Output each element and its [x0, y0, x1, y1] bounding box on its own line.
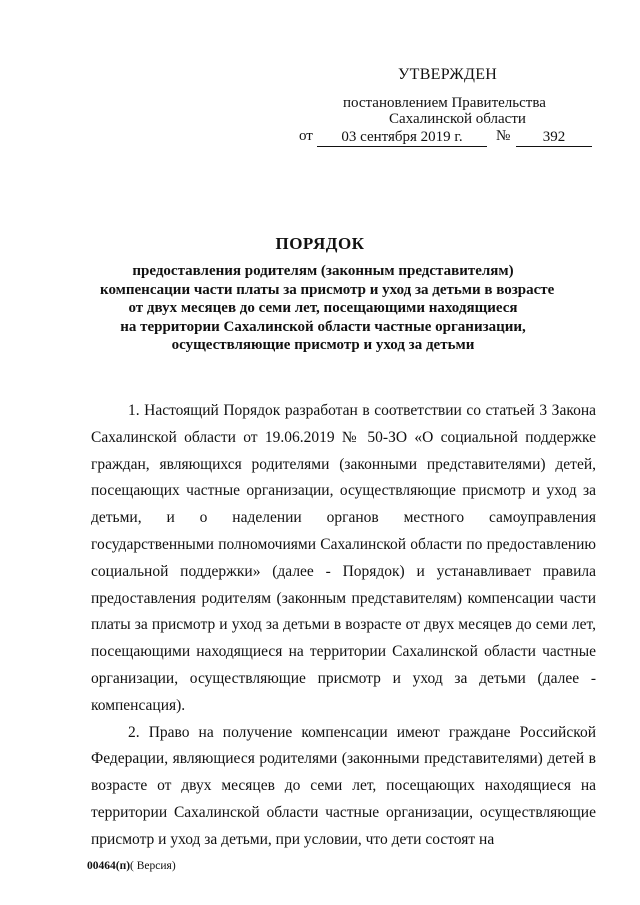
- paragraph-2: 2. Право на получение компенсации имеют граждане Российской Федерации, являющиеся родителями (законными представителями) детей в возрасте от двух месяцев до семи лет, посещающих находящиеся на территории Сахалинской области частные организации, осуществляющие присмотр и уход за детьми, при условии, что дети состоят на: [91, 723, 596, 848]
- approval-number-label: №: [496, 128, 511, 144]
- approval-number: 392: [516, 128, 592, 147]
- subtitle-line: на территории Сахалинской области частные организации,: [120, 318, 526, 335]
- document-subtitle: [100, 262, 555, 355]
- footer-code: 00464(п): [87, 860, 131, 872]
- document-body: [91, 398, 596, 854]
- approval-line-2: Сахалинской области: [389, 111, 526, 127]
- approval-date: 03 сентября 2019 г.: [317, 128, 487, 147]
- paragraph-1: 1. Настоящий Порядок разработан в соответствии со статьей 3 Закона Сахалинской области от 19.06.2019 № 50-ЗО «О социальной поддержке граждан, являющихся родителями (законными представителями) детей, посещающих частные организации, осуществляющие присмотр и уход за детьми, и о наделении органов местного самоуправления государственными полномочиями Сахалинской области по предоставлению социальной поддержки» (далее - Порядок) и устанавливает правила предоставления родителям (законным представителям) компенсации части платы за присмотр и уход за детьми в возрасте от двух месяцев до семи лет, посещающими находящиеся на территории Сахалинской области частные организации, осуществляющие присмотр и уход за детьми (далее - компенсация).: [91, 402, 596, 714]
- document-footer: [87, 860, 176, 872]
- approval-date-row: [299, 128, 599, 148]
- approval-from-label: от: [299, 128, 313, 144]
- subtitle-line: осуществляющие присмотр и уход за детьми: [171, 337, 475, 353]
- subtitle-line: от двух месяцев до семи лет, посещающими находящиеся: [128, 300, 518, 316]
- footer-version: ( Версия): [130, 860, 176, 872]
- document-title: ПОРЯДОК: [275, 234, 365, 253]
- subtitle-line: предоставления родителям (законным представителям): [132, 263, 514, 279]
- approval-heading: УТВЕРЖДЕН: [398, 66, 498, 83]
- approval-line-1: постановлением Правительства: [343, 95, 546, 111]
- subtitle-line: компенсации части платы за присмотр и уход за детьми в возрасте: [100, 281, 555, 298]
